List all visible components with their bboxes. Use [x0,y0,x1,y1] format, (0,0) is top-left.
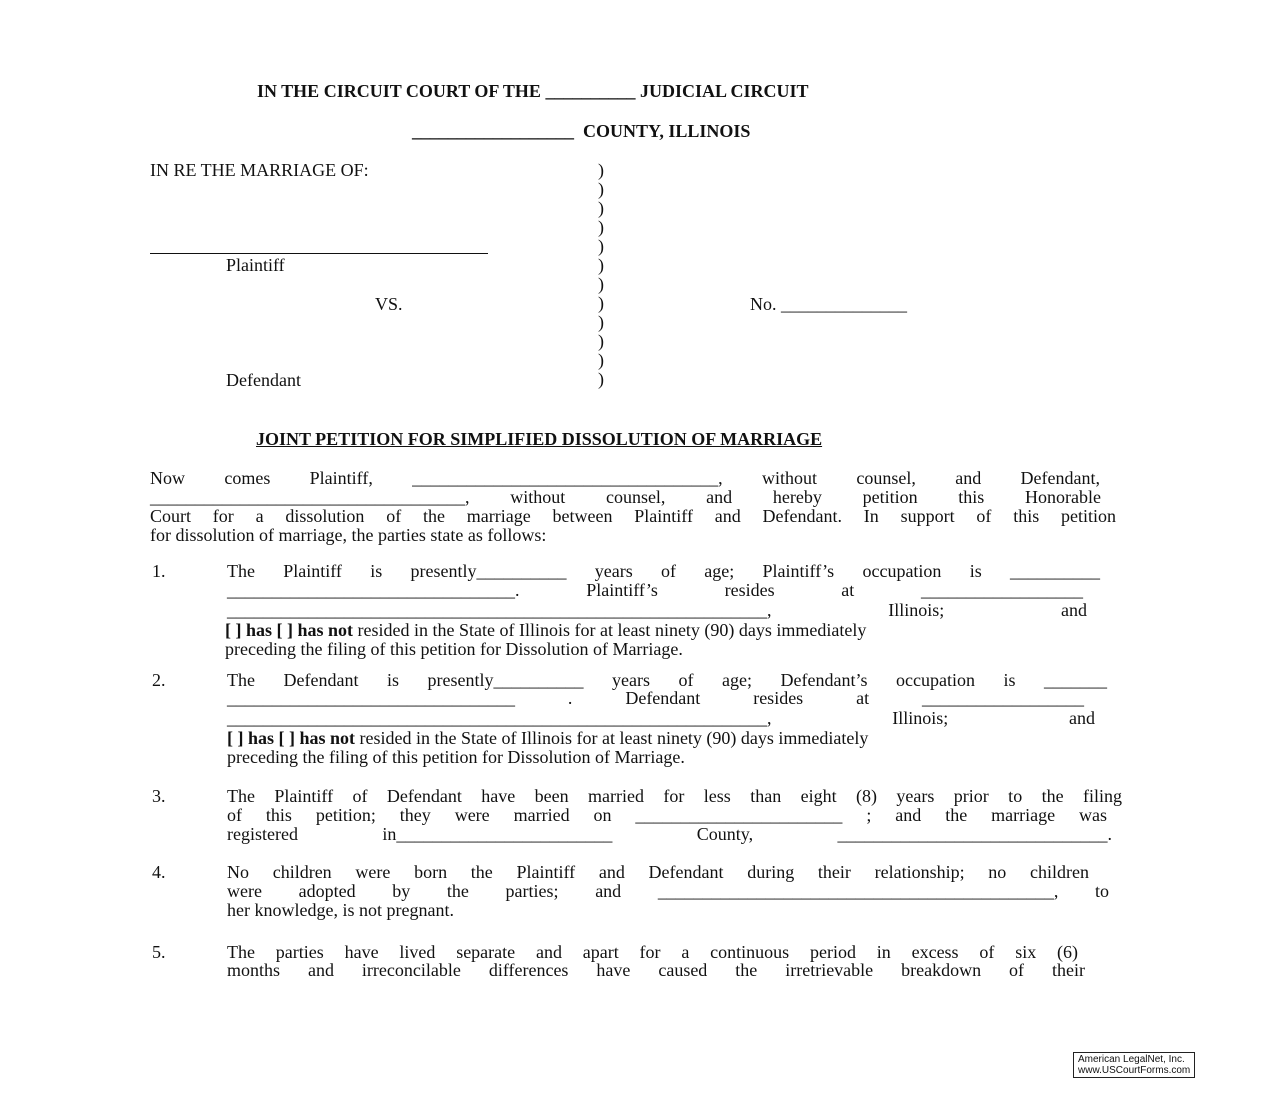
paren: ) [598,350,604,370]
item-number: 4. [152,862,166,882]
paren: ) [598,217,604,237]
item-line: The Plaintiff of Defendant have been married for less than eight (8) years prior to the filing [227,786,1122,806]
paren: ) [598,160,604,180]
item-number: 5. [152,942,166,962]
item-line: The Defendant is presently__________ years of age; Defendant’s occupation is _______ [227,670,1107,690]
item-line: preceding the filing of this petition for Dissolution of Marriage. [227,747,685,767]
paren: ) [598,293,604,313]
item-line: The parties have lived separate and apart for a continuous period in excess of six (6) [227,942,1078,962]
item-line: ________________________________ . Defendant resides at __________________ [227,688,1084,708]
case-number-field[interactable]: No. ______________ [750,294,907,314]
document-title: JOINT PETITION FOR SIMPLIFIED DISSOLUTION OF MARRIAGE [256,429,823,449]
intro-line: ___________________________________, without counsel, and hereby petition this Honorable [150,487,1101,507]
paren: ) [598,236,604,256]
plaintiff-name-line[interactable] [150,253,488,254]
in-re-marriage-label: IN RE THE MARRIAGE OF: [150,160,369,180]
paren: ) [598,312,604,332]
defendant-label: Defendant [226,370,301,390]
intro-line: Court for a dissolution of the marriage between Plaintiff and Defendant. In support of this petition [150,506,1116,526]
item-line: were adopted by the parties; and ____________________________________________, to [227,881,1109,901]
plaintiff-label: Plaintiff [226,255,285,275]
item-line: The Plaintiff is presently__________ years of age; Plaintiff’s occupation is __________ [227,561,1100,581]
item-line: registered in________________________ County, ______________________________. [227,824,1112,844]
intro-line: for dissolution of marriage, the parties state as follows: [150,525,547,545]
paren: ) [598,331,604,351]
item-line: her knowledge, is not pregnant. [227,900,454,920]
paren: ) [598,179,604,199]
item-number: 3. [152,786,166,806]
item-line: preceding the filing of this petition for Dissolution of Marriage. [225,639,683,659]
publisher-stamp [1073,1052,1195,1078]
paren: ) [598,274,604,294]
item-line: ____________________________________________________________, Illinois; and [227,600,1087,620]
paren: ) [598,198,604,218]
court-header-county: __________________ COUNTY, ILLINOIS [412,121,751,141]
paren: ) [598,369,604,389]
court-header-line1: IN THE CIRCUIT COURT OF THE __________ JUDICIAL CIRCUIT [257,81,809,101]
item-line: ________________________________. Plaintiff’s resides at __________________ [227,580,1083,600]
residency-text: resided in the State of Illinois for at least ninety (90) days immediately [353,620,867,640]
item-line: months and irreconcilable differences have caused the irretrievable breakdown of their [227,960,1085,980]
paren: ) [598,255,604,275]
item-line: ____________________________________________________________, Illinois; and [227,708,1095,728]
residency-text: resided in the State of Illinois for at least ninety (90) days immediately [355,728,869,748]
has-has-not-checkboxes[interactable]: [ ] has [ ] has not [227,728,356,748]
item-line: No children were born the Plaintiff and Defendant during their relationship; no children [227,862,1089,882]
item-line: of this petition; they were married on _______________________ ; and the marriage was [227,805,1107,825]
item-number: 1. [152,561,166,581]
vs-label: VS. [375,294,403,314]
stamp-line1: American LegalNet, Inc. [1078,1054,1185,1065]
intro-line: Now comes Plaintiff, __________________________________, without counsel, and Defendant, [150,468,1100,488]
has-has-not-checkboxes[interactable]: [ ] has [ ] has not [225,620,354,640]
item-residency-line [225,620,866,640]
stamp-line2: www.USCourtForms.com [1078,1065,1191,1076]
item-number: 2. [152,670,166,690]
item-residency-line [227,728,868,748]
